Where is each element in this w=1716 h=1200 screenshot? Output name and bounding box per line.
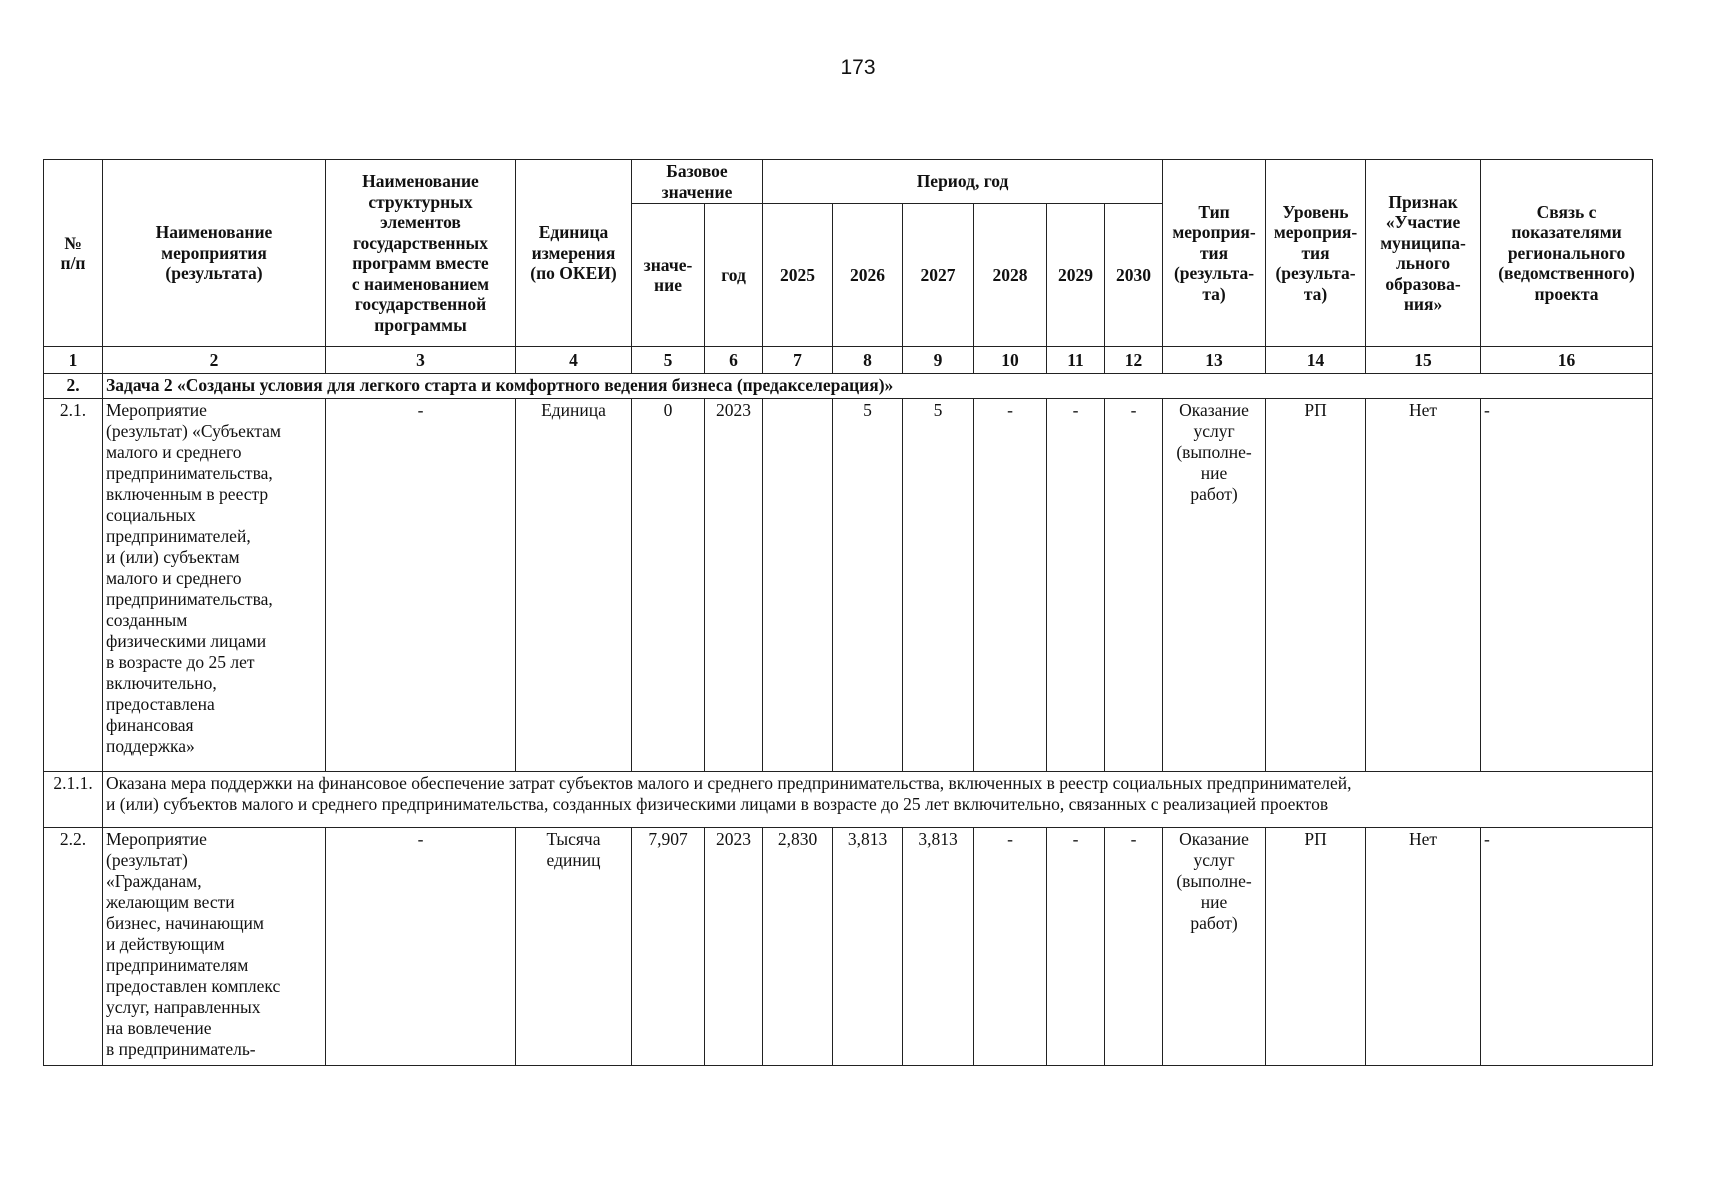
header-struct: Наименование структурных элементов государственных программ вместе с наименованием государственной программы (326, 160, 516, 347)
table-row (44, 772, 1653, 828)
row-struct: - (326, 399, 516, 772)
header-period: Период, год (763, 160, 1163, 204)
column-number-row (44, 347, 1653, 374)
column-number: 1 (44, 347, 103, 374)
task-text: Задача 2 «Созданы условия для легкого старта и комфортного ведения бизнеса (предакселерация)» (103, 374, 1653, 399)
row-base-value: 7,907 (632, 828, 705, 1066)
sub-row-num: 2.1.1. (44, 772, 103, 828)
row-value-2026: 5 (833, 399, 903, 772)
column-number: 7 (763, 347, 833, 374)
column-number: 8 (833, 347, 903, 374)
row-value-2028: - (974, 828, 1047, 1066)
row-level: РП (1266, 399, 1366, 772)
task-row (44, 374, 1653, 399)
measures-table (43, 159, 1653, 1066)
column-number: 14 (1266, 347, 1366, 374)
row-value-2029: - (1047, 399, 1105, 772)
row-municipal: Нет (1366, 399, 1481, 772)
column-number: 2 (103, 347, 326, 374)
row-value-2030: - (1105, 399, 1163, 772)
sub-row-text: Оказана мера поддержки на финансовое обеспечение затрат субъектов малого и среднего предпринимательства, включенных в реестр социальных предпринимателей, и (или) субъектов малого и среднего предпринимательства, созданных физическими лицами в возрасте до 25 лет включительно, связанных с реализацией проектов (103, 772, 1653, 828)
row-value-2027: 5 (903, 399, 974, 772)
row-link: - (1481, 828, 1653, 1066)
header-link: Связь с показателями регионального (ведомственного) проекта (1481, 160, 1653, 347)
row-value-2030: - (1105, 828, 1163, 1066)
row-value-2027: 3,813 (903, 828, 974, 1066)
row-unit: Единица (516, 399, 632, 772)
header-municipal: Признак «Участие муниципа- льного образова- ния» (1366, 160, 1481, 347)
table-row (44, 828, 1653, 1066)
row-type: Оказание услуг (выполне- ние работ) (1163, 828, 1266, 1066)
header-name: Наименование мероприятия (результата) (103, 160, 326, 347)
header-level: Уровень мероприя- тия (результа- та) (1266, 160, 1366, 347)
column-number: 9 (903, 347, 974, 374)
page-number: 173 (840, 56, 876, 79)
row-value-2025 (763, 399, 833, 772)
row-value-2026: 3,813 (833, 828, 903, 1066)
header-year-2025: 2025 (763, 204, 833, 347)
row-struct: - (326, 828, 516, 1066)
header-base: Базовое значение (632, 160, 763, 204)
row-level: РП (1266, 828, 1366, 1066)
row-unit: Тысяча единиц (516, 828, 632, 1066)
column-number: 12 (1105, 347, 1163, 374)
column-number: 5 (632, 347, 705, 374)
row-base-year: 2023 (705, 828, 763, 1066)
row-num: 2.2. (44, 828, 103, 1066)
header-year-2030: 2030 (1105, 204, 1163, 347)
column-number: 11 (1047, 347, 1105, 374)
header-year-2028: 2028 (974, 204, 1047, 347)
header-base-value: значе- ние (632, 204, 705, 347)
row-link: - (1481, 399, 1653, 772)
column-number: 10 (974, 347, 1047, 374)
header-unit: Единица измерения (по ОКЕИ) (516, 160, 632, 347)
header-num: № п/п (44, 160, 103, 347)
column-number: 3 (326, 347, 516, 374)
column-number: 15 (1366, 347, 1481, 374)
column-number: 16 (1481, 347, 1653, 374)
column-number: 13 (1163, 347, 1266, 374)
row-name: Мероприятие (результат) «Гражданам, желающим вести бизнес, начинающим и действующим предпринимателям предоставлен комплекс услуг, направленных на вовлечение в предприниматель- (103, 828, 326, 1066)
row-num: 2.1. (44, 399, 103, 772)
row-base-value: 0 (632, 399, 705, 772)
row-type: Оказание услуг (выполне- ние работ) (1163, 399, 1266, 772)
column-number: 6 (705, 347, 763, 374)
row-value-2025: 2,830 (763, 828, 833, 1066)
header-type: Тип мероприя- тия (результа- та) (1163, 160, 1266, 347)
header-year-2026: 2026 (833, 204, 903, 347)
row-name: Мероприятие (результат) «Субъектам малого и среднего предпринимательства, включенным в реестр социальных предпринимателей, и (или) субъектам малого и среднего предпринимательства, созданным физическими лицами в возрасте до 25 лет включительно, предоставлена финансовая поддержка» (103, 399, 326, 772)
row-value-2029: - (1047, 828, 1105, 1066)
header-year-2027: 2027 (903, 204, 974, 347)
row-base-year: 2023 (705, 399, 763, 772)
table-row (44, 399, 1653, 772)
task-num: 2. (44, 374, 103, 399)
row-value-2028: - (974, 399, 1047, 772)
header-year-2029: 2029 (1047, 204, 1105, 347)
row-municipal: Нет (1366, 828, 1481, 1066)
column-number: 4 (516, 347, 632, 374)
header-base-year: год (705, 204, 763, 347)
